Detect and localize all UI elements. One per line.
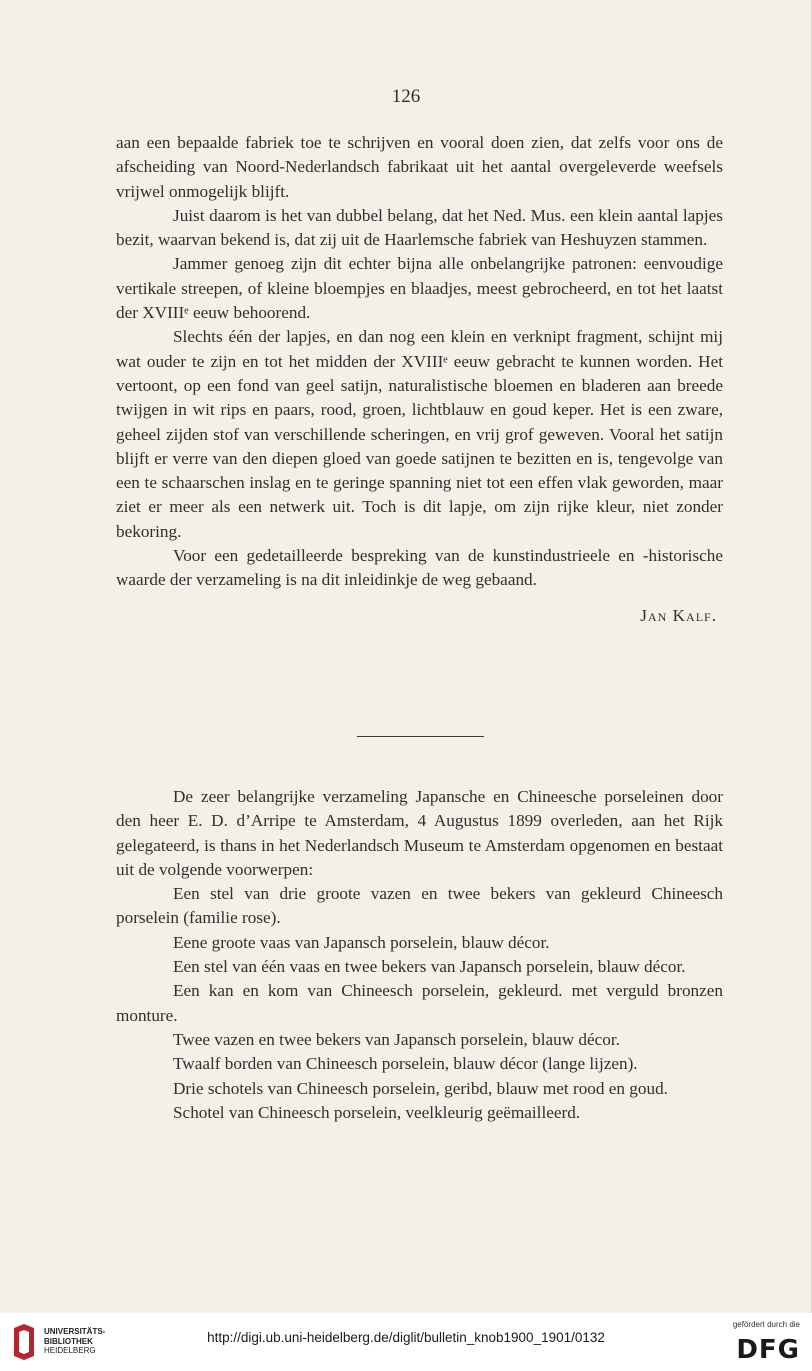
list-item: Twee vazen en twee bekers van Japansch porselein, blauw décor. (173, 1029, 620, 1049)
list-item: Een stel van drie groote vazen en twee bekers van gekleurd Chineesch porselein (familie rose). (116, 884, 723, 928)
library-name-line: UNIVERSITÄTS- (44, 1327, 106, 1336)
section-divider (357, 736, 484, 737)
paragraph: De zeer belangrijke verzameling Japansche en Chineesche porseleinen door den heer E. D. d’Arripe te Amsterdam, 4 Augustus 1899 overleden, aan het Rijk gelegateerd, is thans in het Nederlandsch Museum te Amsterdam opgenomen en bestaat uit de volgende voorwerpen: (116, 787, 723, 879)
paragraph: Juist daarom is het van dubbel belang, dat het Ned. Mus. een klein aantal lapjes bezit, waarvan bekend is, dat zij uit de Haarlemsche fabriek van Heshuyzen stammen. (116, 205, 723, 250)
dfg-logo: DFG (736, 1335, 800, 1365)
library-name-line: HEIDELBERG (44, 1346, 96, 1355)
list-item: Een kan en kom van Chineesch porselein, gekleurd. met verguld bronzen monture. (116, 981, 723, 1025)
library-name-line: BIBLIOTHEK (44, 1336, 93, 1346)
funding-note: gefördert durch die (732, 1320, 800, 1329)
list-item: Schotel van Chineesch porselein, veelkleurig geëmailleerd. (173, 1102, 581, 1122)
paragraph: Slechts één der lapjes, en dan nog een klein en verknipt fragment, schijnt mij wat ouder te zijn en tot het midden der XVIIIᵉ eeuw gebracht te kunnen worden. Het vertoont, op een fond van geel satijn, naturalistische bloemen en bladeren aan breede twijgen in wit rips en paars, rood, groen, lichtblauw en goud keper. Het is een zware, geheel zijden stof van verschillende scheringen, en vrij grof geweven. Vooral het satijn blijft er verre van den diepen gloed van goede satijnen te bezitten en is, tengevolge van een te schaarschen inslag en te geringe spanning niet tot een effen vlak geworden, maar ziet er meer als een netwerk uit. Toch is dit lapje, om zijn rijke kleur, niet zonder bekoring. (116, 327, 723, 541)
list-item: Een stel van één vaas en twee bekers van Japansch porselein, blauw décor. (173, 957, 686, 977)
viewer-footer (0, 1313, 812, 1371)
paragraph: Voor een gedetailleerde bespreking van de kunstindustrieele en -historische waarde der verzameling is na dit inleidinkje de weg gebaand. (116, 546, 723, 590)
page-number: 126 (391, 86, 421, 107)
paragraph: aan een bepaalde fabriek toe te schrijven en vooral doen zien, dat zelfs voor ons de afscheiding van Noord-Nederlandsch fabrikaat uit het aantal overgeleverde weefsels vrijwel onmogelijk blijft. (116, 133, 723, 201)
article-ending (116, 131, 723, 628)
author-signature: Jan Kalf. (640, 605, 717, 625)
list-item: Twaalf borden van Chineesch porselein, blauw décor (lange lijzen). (173, 1054, 638, 1074)
permalink-url[interactable]: http://digi.ub.uni-heidelberg.de/diglit/bulletin_knob1900_1901/0132 (207, 1330, 605, 1345)
list-item: Drie schotels van Chineesch porselein, geribd, blauw met rood en goud. (173, 1078, 668, 1098)
collection-notice (116, 785, 723, 1125)
paragraph: Jammer genoeg zijn dit echter bijna alle onbelangrijke patronen: eenvoudige vertikale streepen, of kleine bloempjes en blaadjes, meest gebrocheerd, en tot het laatst der XVIIIᵉ eeuw behoorend. (116, 254, 723, 323)
list-item: Eene groote vaas van Japansch porselein, blauw décor. (173, 932, 550, 952)
